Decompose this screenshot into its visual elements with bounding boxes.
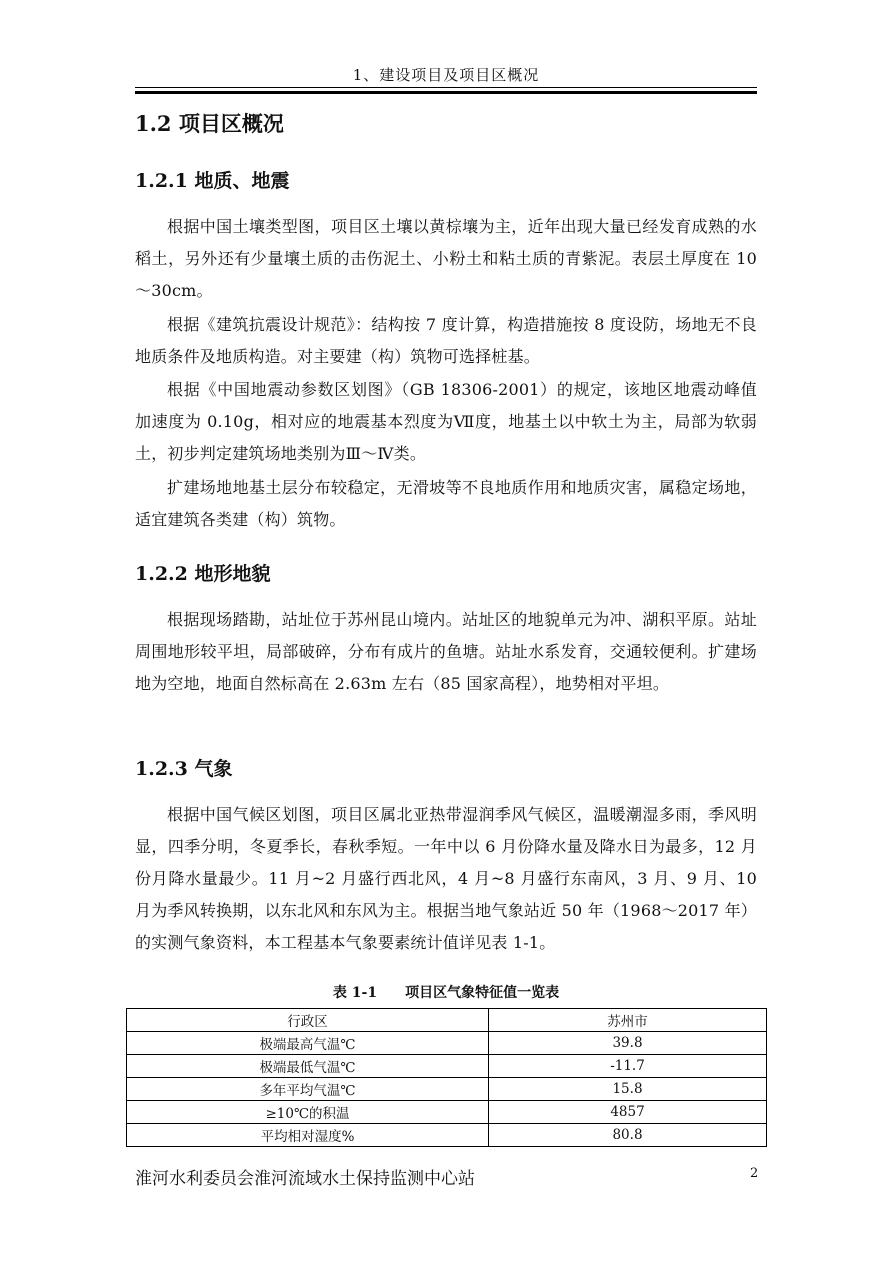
table-header-row [127,1009,767,1032]
table-header-cell: 苏州市 [489,1009,767,1032]
table-row [127,1078,767,1101]
footer-organization: 淮河水利委员会淮河流域水土保持监测中心站 [135,1169,475,1189]
paragraph-soil: 根据中国土壤类型图，项目区土壤以黄棕壤为主，近年出现大量已经发育成熟的水稻土，另外还有少量壤土质的击伤泥土、小粉土和粘土质的青紫泥。表层土厚度在 10～30cm。 [135,217,757,300]
table-cell-label: 平均相对湿度% [127,1124,489,1147]
page-number: 2 [750,1166,759,1181]
table-cell-label: 多年平均气温℃ [127,1078,489,1101]
paragraph-seismic-zoning: 根据《中国地震动参数区划图》（GB 18306-2001）的规定，该地区地震动峰值加速度为 0.10g，相对应的地震基本烈度为Ⅶ度，地基土以中软土为主，局部为软弱土，初步判定建筑场地类别为Ⅲ～Ⅳ类。 [135,380,757,463]
header-rule-thin [135,87,757,88]
table-cell-value: 80.8 [489,1124,767,1147]
table-row [127,1055,767,1078]
subsection-heading-geology: 1.2.1 地质、地震 [135,170,290,192]
table-cell-value: 4857 [489,1101,767,1124]
subsection-heading-climate: 1.2.3 气象 [135,758,233,780]
subsection-heading-landform: 1.2.2 地形地貌 [135,563,271,585]
paragraph-seismic-code: 根据《建筑抗震设计规范》：结构按 7 度计算，构造措施按 8 度设防，场地无不良地质条件及地质构造。对主要建（构）筑物可选择桩基。 [135,315,757,366]
table-cell-value: -11.7 [489,1055,767,1078]
section-heading: 1.2 项目区概况 [135,111,284,136]
table-cell-label: ≥10℃的积温 [127,1101,489,1124]
running-header: 1、建设项目及项目区概况 [352,66,540,84]
paragraph-landform: 根据现场踏勘，站址位于苏州昆山境内。站址区的地貌单元为冲、湖积平原。站址周围地形较平坦，局部破碎，分布有成片的鱼塘。站址水系发育，交通较便利。扩建场地为空地，地面自然标高在 2.63m 左右（85 国家高程），地势相对平坦。 [135,610,757,693]
table-cell-value: 39.8 [489,1032,767,1055]
table-cell-value: 15.8 [489,1078,767,1101]
table-header-cell: 行政区 [127,1009,489,1032]
table-caption: 表 1-1 项目区气象特征值一览表 [332,985,560,1001]
table-cell-label: 极端最高气温℃ [127,1032,489,1055]
table-row [127,1032,767,1055]
paragraph-climate: 根据中国气候区划图，项目区属北亚热带湿润季风气候区，温暖潮湿多雨，季风明显，四季分明，冬夏季长，春秋季短。一年中以 6 月份降水量及降水日为最多，12 月份月降水量最少。11 月~2 月盛行西北风，4 月~8 月盛行东南风，3 月、9 月、10 月为季风转换期，以东北风和东风为主。根据当地气象站近 50 年（1968～2017 年）的实测气象资料，本工程基本气象要素统计值详见表 1-1。 [135,805,757,952]
table-row [127,1101,767,1124]
table-row [127,1124,767,1147]
table-cell-label: 极端最低气温℃ [127,1055,489,1078]
climate-table [126,1008,767,1147]
header-rule-thick [135,91,757,94]
paragraph-site-stability: 扩建场地地基土层分布较稳定，无滑坡等不良地质作用和地质灾害，属稳定场地，适宜建筑各类建（构）筑物。 [135,478,757,529]
